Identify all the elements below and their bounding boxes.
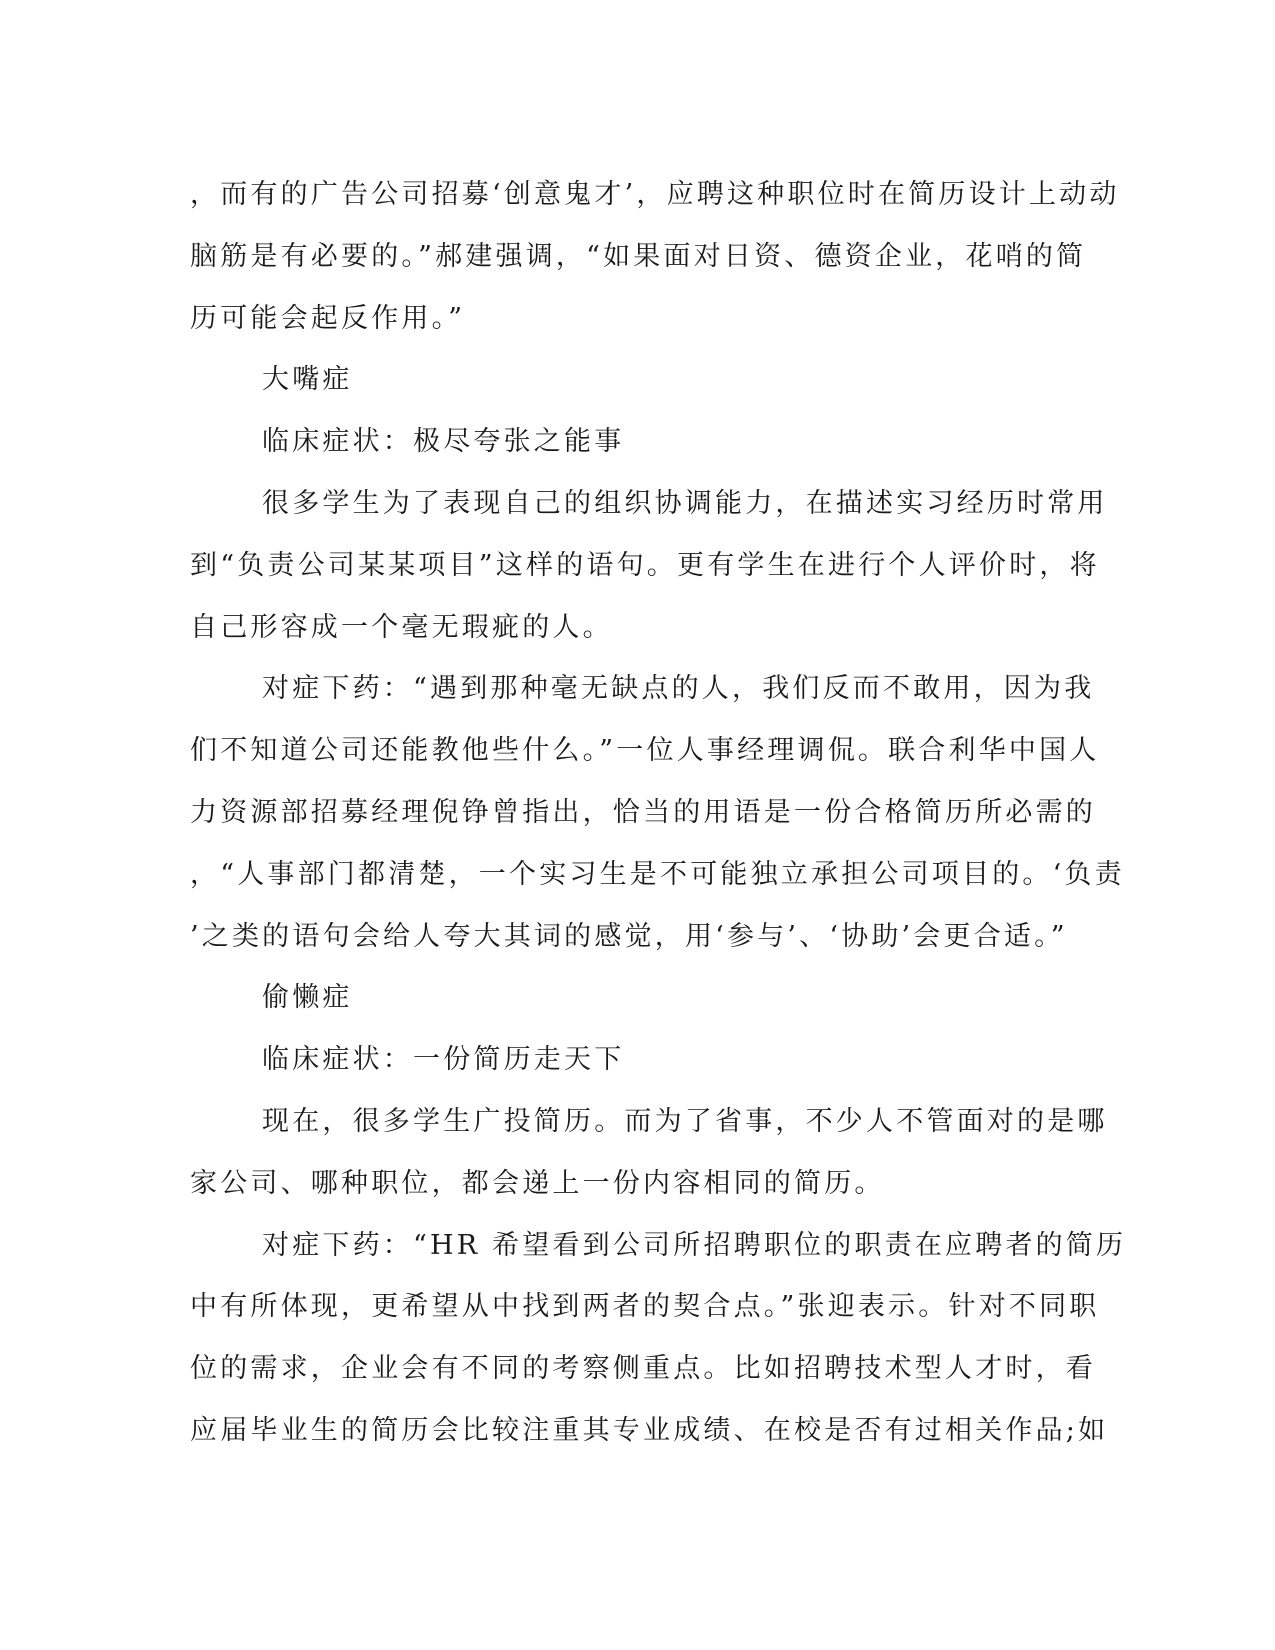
paragraph-line: 自己形容成一个毫无瑕疵的人。 <box>190 611 613 643</box>
remedy-line: 对症下药：“HR 希望看到公司所招聘职位的职责在应聘者的简历 <box>262 1229 1127 1261</box>
paragraph-line: ，“人事部门都清楚，一个实习生是不可能独立承担公司项目的。‘负责 <box>190 858 1125 890</box>
paragraph-line: 们不知道公司还能教他些什么。”一位人事经理调侃。联合利华中国人 <box>190 735 1100 767</box>
paragraph-line: 历可能会起反作用。” <box>190 302 466 334</box>
paragraph-line: ，而有的广告公司招募‘创意鬼才’，应聘这种职位时在简历设计上动动 <box>190 179 1120 210</box>
paragraph-line: ’之类的语句会给人夸大其词的感觉，用‘参与’、‘协助’会更合适。” <box>190 920 1068 952</box>
symptom-line: 临床症状：极尽夸张之能事 <box>262 426 625 458</box>
paragraph-line: 脑筋是有必要的。”郝建强调，“如果面对日资、德资企业，花哨的简 <box>190 240 1087 272</box>
paragraph-line: 现在，很多学生广投简历。而为了省事，不少人不管面对的是哪 <box>262 1105 1108 1137</box>
paragraph-line: 很多学生为了表现自己的组织协调能力，在描述实习经历时常用 <box>262 487 1108 519</box>
paragraph-line: 中有所体现，更希望从中找到两者的契合点。”张迎表示。针对不同职 <box>190 1291 1100 1323</box>
paragraph-line: 家公司、哪种职位，都会递上一份内容相同的简历。 <box>190 1167 885 1199</box>
remedy-line: 对症下药：“遇到那种毫无缺点的人，我们反而不敢用，因为我 <box>262 673 1095 705</box>
paragraph-line: 力资源部招募经理倪铮曾指出，恰当的用语是一份合格简历所必需的 <box>190 796 1096 828</box>
paragraph-line: 到“负责公司某某项目”这样的语句。更有学生在进行个人评价时，将 <box>190 549 1100 581</box>
section-heading: 偷懒症 <box>262 982 353 1014</box>
document-body <box>190 164 1127 1462</box>
paragraph-line: 位的需求，企业会有不同的考察侧重点。比如招聘技术型人才时，看 <box>190 1353 1096 1385</box>
paragraph-line: 应届毕业生的简历会比较注重其专业成绩、在校是否有过相关作品;如 <box>190 1414 1109 1446</box>
section-heading: 大嘴症 <box>262 364 353 396</box>
symptom-line: 临床症状：一份简历走天下 <box>262 1044 625 1076</box>
